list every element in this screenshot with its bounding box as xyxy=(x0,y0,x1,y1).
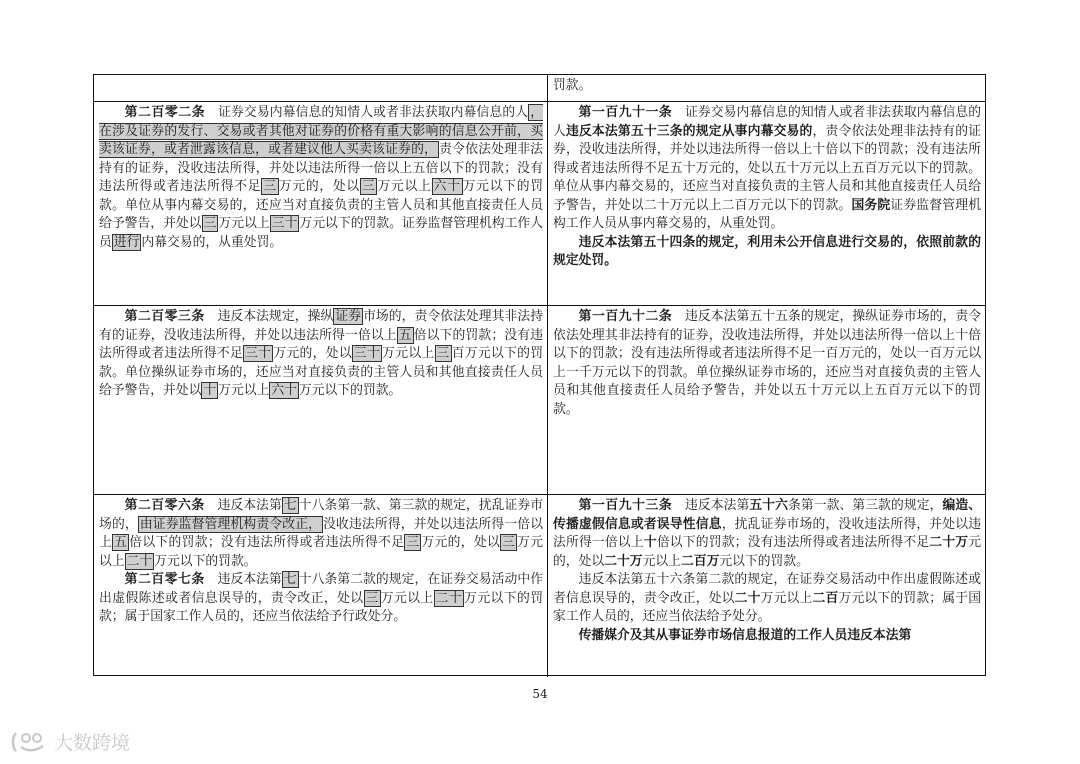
text-run: 国务院 xyxy=(851,197,891,213)
text-run: 万元的，处以 xyxy=(273,346,352,361)
article-paragraph xyxy=(553,77,981,96)
text-run: 违反本法规定，操纵 xyxy=(204,309,334,324)
new-law-cell xyxy=(548,495,985,677)
highlighted-text: 三十 xyxy=(353,346,381,361)
article-number: 第一百九十二条 xyxy=(578,309,673,324)
text-run: 元的，处以 xyxy=(553,535,982,569)
text-run: 万元以上 xyxy=(382,346,435,361)
highlighted-text: 由证券监督管理机构责令改正， xyxy=(139,516,322,532)
text-run: 证券交易内幕信息的知情人或者非法获取内幕信息的人 xyxy=(553,105,982,139)
text-run: ，扰乱证券市场的，没收违法所得，并处以违法所得一倍以上 xyxy=(553,516,982,550)
text-run: 传播媒介及其从事证券市场信息报道的工作人员违反本法第 xyxy=(578,627,912,643)
text-run: 万元的，处以 xyxy=(421,535,501,550)
highlighted-text: 七 xyxy=(283,572,297,587)
old-law-cell xyxy=(94,306,548,494)
highlighted-text: 六十 xyxy=(271,383,297,398)
article-paragraph xyxy=(553,308,981,419)
highlighted-text: 三十 xyxy=(245,346,272,361)
highlighted-text: 五 xyxy=(114,535,128,550)
text-run: 十 xyxy=(643,535,657,550)
text-run: ，责令依法处理非法持有的证券，没收违法所得，并处以违法所得一倍以上十倍以下的罚款；没有违法所得或者违法所得不足五十万元的，处以五十万元以上五百万元以下的罚款。单位从事内幕交易的，还应当对直接负责的主管人员和其他直接责任人员给予警告，并处以二十万元以上二百万元以下的罚款。 xyxy=(553,123,982,213)
text-run: 倍以下的罚款；没有违法所得或者违法所得不足 xyxy=(656,535,930,550)
article-number: 第二百零六条 xyxy=(124,498,205,513)
text-run: 万元的，处以 xyxy=(278,179,360,194)
text-run: 万元以上 xyxy=(760,590,813,606)
highlighted-text: 进行 xyxy=(113,234,140,250)
text-run: 万元以上 xyxy=(218,216,270,231)
text-run: 违反本法第五十四条的规定，利用未公开信息进行交易的，依照前款的规定处罚。 xyxy=(553,234,981,268)
new-law-cell xyxy=(548,75,985,101)
text-run: 违反本法第五十六条第二款的规定，在证券交易活动中作出虚假陈述或者信息误导的，责令改正，处以 xyxy=(553,572,981,606)
text-run: 二十万 xyxy=(929,535,969,550)
article-paragraph xyxy=(553,571,981,627)
old-law-cell xyxy=(94,75,548,101)
text-run: 二十 xyxy=(734,590,761,606)
watermark-text: 大数跨境 xyxy=(54,732,131,754)
text-run: 违反本法第五十五条的规定，操纵证券市场的，责令依法处理其非法持有的证券，没收违法所得，并处以违法所得一倍以上十倍以下的罚款；没有违法所得或者违法所得不足一百万元的，处以一百万元以上一千万元以下的罚款。单位操纵证券市场的，还应当对直接负责的主管人员和其他直接责任人员给予警告，并处以五十万元以上五百万元以下的罚款。 xyxy=(553,309,982,417)
highlighted-text: 二十 xyxy=(126,553,153,569)
text-run: 证券监督管理机构工作人员从事内幕交易的，从重处罚。 xyxy=(553,197,982,231)
article-paragraph xyxy=(553,497,981,571)
text-run: 万元以上 xyxy=(377,179,432,194)
article-paragraph xyxy=(553,627,981,646)
highlighted-text: 三 xyxy=(203,216,217,231)
highlighted-text: 三 xyxy=(263,179,277,194)
comparison-table xyxy=(93,74,986,676)
highlighted-text: 三 xyxy=(436,346,450,361)
article-number: 第一百九十一条 xyxy=(578,105,673,120)
text-run: 十八条第二款的规定，在证券交易活动中作出虚假陈述或者信息误导的，责令改正，处以 xyxy=(99,572,544,606)
text-run: 万元以下的罚款。 xyxy=(298,383,402,398)
text-run: 证券交易内幕信息的知情人或者非法获取内幕信息的人 xyxy=(205,105,529,120)
text-run: 编造、传播虚假信息或者误导性信息 xyxy=(553,498,982,532)
article-paragraph xyxy=(553,234,981,271)
article-number: 第一百九十三条 xyxy=(578,498,673,513)
article-number: 第二百零二条 xyxy=(124,105,206,120)
table-row xyxy=(94,494,985,677)
text-run: 万元以上 xyxy=(99,535,544,569)
text-run: 罚款。 xyxy=(553,78,592,93)
text-run: 万元以下的罚款；属于国家工作人员的，还应当依法给予处分。 xyxy=(553,590,982,624)
text-run: 倍以下的罚款；没有违法所得或者违法所得不足 xyxy=(129,535,405,550)
text-run: 元以下的罚款。 xyxy=(719,553,809,569)
text-run: 市场的，责令依法处理其非法持有的证券，没收违法所得，并处以违法所得一倍以上 xyxy=(99,309,544,343)
highlighted-text: 三 xyxy=(502,535,516,550)
text-run: 内幕交易的，从重处罚。 xyxy=(141,234,283,250)
new-law-cell xyxy=(548,102,985,305)
text-run: 万元以上 xyxy=(218,383,270,398)
article-paragraph xyxy=(553,104,981,234)
text-run: 违反本法第 xyxy=(672,498,750,513)
article-number: 第二百零三条 xyxy=(124,309,205,324)
new-law-cell xyxy=(548,306,985,494)
table-row xyxy=(94,305,985,494)
highlighted-text: ，在涉及证券的发行、交易或者其他对证券的价格有重大影响的信息公开前，买卖该证券，或者泄露该信息，或者建议他人买卖该证券的， xyxy=(99,105,544,157)
highlighted-text: 三 xyxy=(365,590,379,606)
article-paragraph xyxy=(99,308,543,401)
brand-logo-icon xyxy=(10,729,50,755)
article-number: 第二百零七条 xyxy=(124,572,205,587)
text-run: 百万元以下的罚款。单位操纵证券市场的，还应当对直接负责的主管人员和其他直接责任人员给予警告，并处以 xyxy=(99,346,544,398)
highlighted-text: 三十 xyxy=(271,216,298,231)
text-run: 条第一款、第三款的规定， xyxy=(788,498,943,513)
text-run: 万元以下的罚款。单位从事内幕交易的，还应当对直接负责的主管人员和其他直接责任人员给予警告，并处以 xyxy=(99,179,544,231)
text-run: 违反本法第 xyxy=(204,498,282,513)
text-run: 元以上 xyxy=(642,553,681,569)
table-row xyxy=(94,75,985,101)
text-run: 二百 xyxy=(812,590,839,606)
highlighted-text: 七 xyxy=(283,498,297,513)
highlighted-text: 三 xyxy=(406,535,420,550)
text-run: 十八条第一款、第三款的规定，扰乱证券市场的， xyxy=(99,498,544,532)
text-run: 万元以上 xyxy=(380,590,434,606)
article-paragraph xyxy=(99,104,543,252)
article-paragraph xyxy=(99,571,543,627)
text-run: 倍以下的罚款；没有违法所得或者违法所得不足 xyxy=(99,327,544,361)
highlighted-text: 六十 xyxy=(433,179,461,194)
text-run: 二十万 xyxy=(604,553,643,569)
text-run: 违反本法第五十三条的规定从事内幕交易的 xyxy=(565,123,813,139)
text-run: 万元以下的罚款。证券监督管理机构工作人员 xyxy=(99,216,544,250)
table-row xyxy=(94,101,985,305)
text-run: 没收违法所得，并处以违法所得一倍以上 xyxy=(99,516,544,550)
text-run: 违反本法第 xyxy=(204,572,282,587)
watermark xyxy=(10,728,130,755)
article-paragraph xyxy=(99,497,543,571)
page-number: 54 xyxy=(532,687,548,701)
highlighted-text: 五 xyxy=(398,327,412,343)
text-run: 五十六 xyxy=(749,498,789,513)
old-law-cell xyxy=(94,495,548,677)
highlighted-text: 十 xyxy=(203,383,217,398)
text-run: 万元以下的罚款。 xyxy=(154,553,257,569)
text-run: 责令依法处理非法持有的证券，没收违法所得，并处以违法所得一倍以上五倍以下的罚款；没有违法所得或者违法所得不足 xyxy=(99,142,544,194)
text-run: 二百万 xyxy=(680,553,720,569)
old-law-cell xyxy=(94,102,548,305)
highlighted-text: 证券 xyxy=(335,309,362,324)
highlighted-text: 二十 xyxy=(435,590,463,606)
text-run: 万元以下的罚款；属于国家工作人员的，还应当依法给予行政处分。 xyxy=(99,590,544,624)
highlighted-text: 三 xyxy=(361,179,376,194)
